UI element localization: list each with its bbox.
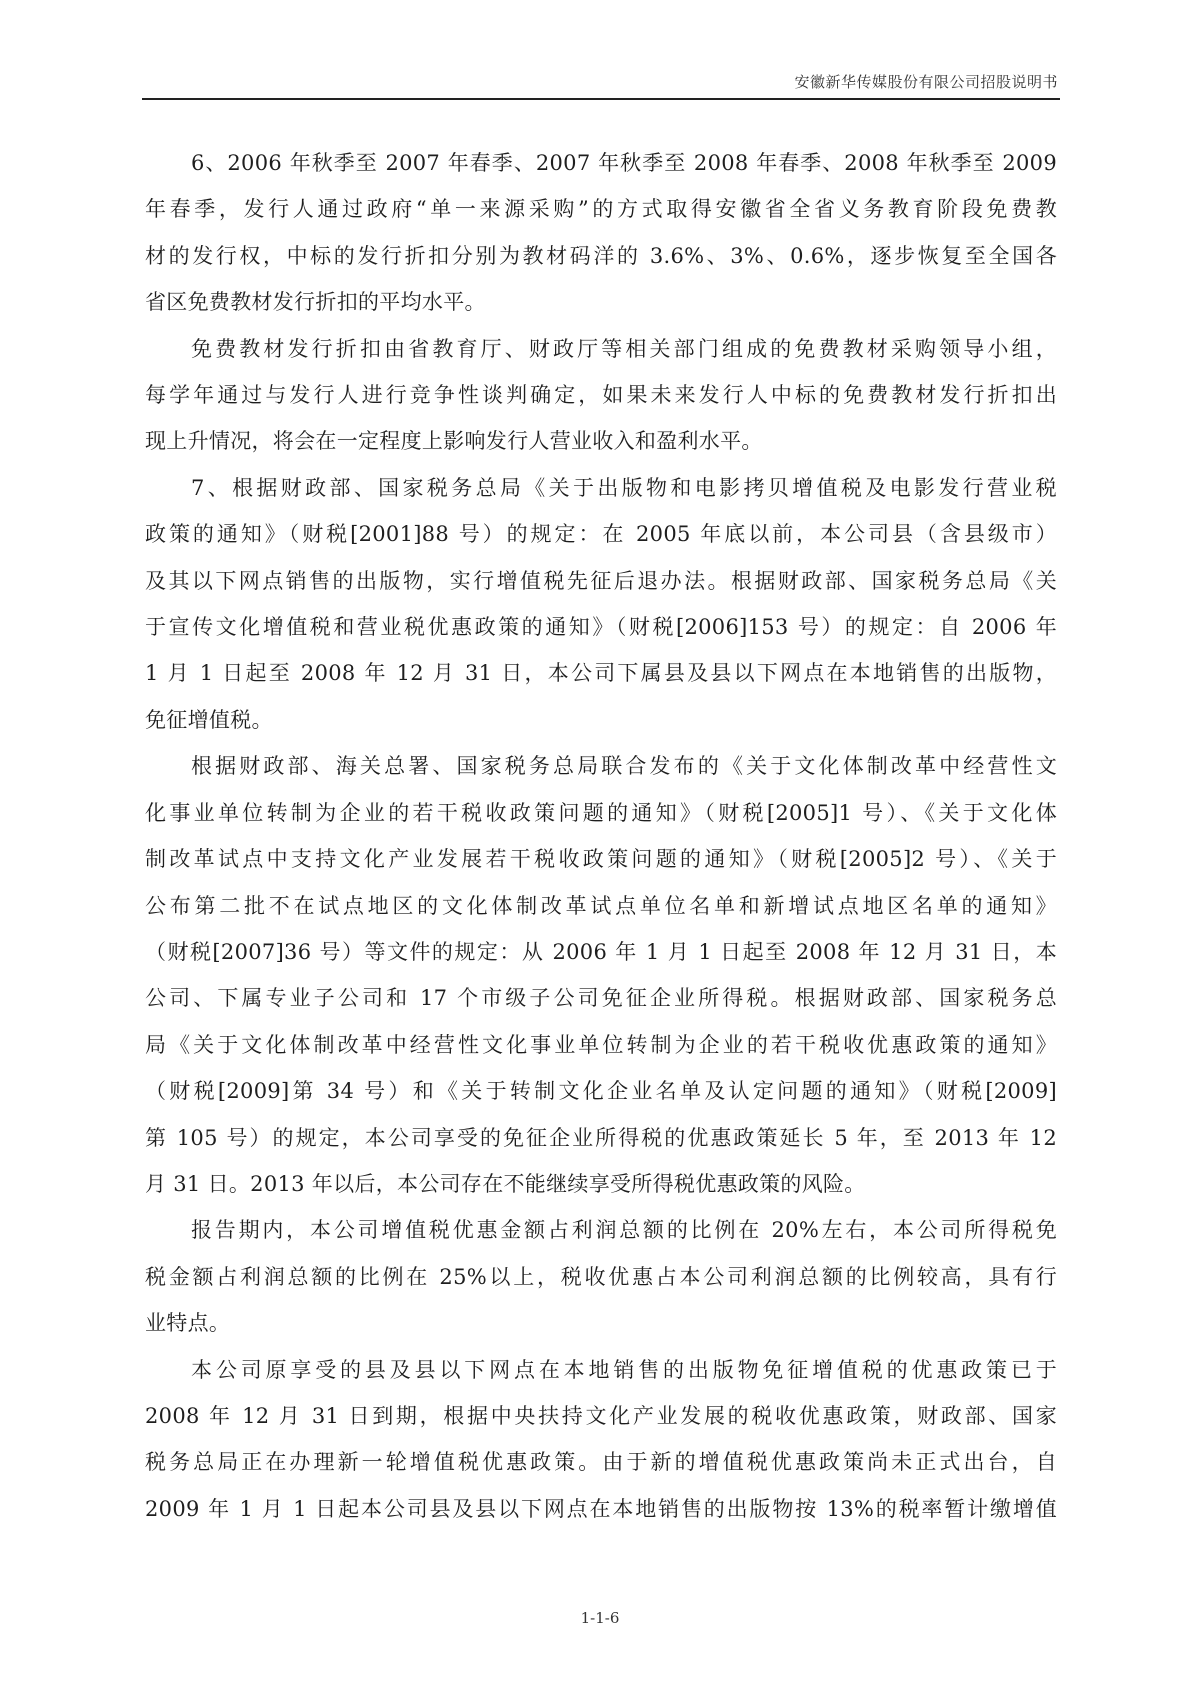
paragraph-income-tax-policy	[145, 743, 1057, 1207]
text-line: 及其以下网点销售的出版物，实行增值税先征后退办法。根据财政部、国家税务总局《关	[145, 568, 1057, 593]
document-body	[145, 140, 1057, 1532]
paragraph-tax-ratio	[145, 1207, 1057, 1346]
text-line: 化事业单位转制为企业的若干税收政策问题的通知》（财税[2005]1 号）、《关于文化体	[145, 800, 1057, 825]
text-line: 报告期内，本公司增值税优惠金额占利润总额的比例在 20%左右，本公司所得税免	[191, 1218, 1057, 1243]
document-title: 安徽新华传媒股份有限公司招股说明书	[794, 73, 1058, 91]
text-line: 本公司原享受的县及县以下网点在本地销售的出版物免征增值税的优惠政策已于	[191, 1357, 1057, 1382]
text-line: 省区免费教材发行折扣的平均水平。	[145, 290, 486, 315]
paragraph-vat-expiry	[145, 1347, 1057, 1533]
text-line: 每学年通过与发行人进行竞争性谈判确定，如果未来发行人中标的免费教材发行折扣出	[145, 383, 1057, 408]
text-line: 7、根据财政部、国家税务总局《关于出版物和电影拷贝增值税及电影发行营业税	[191, 475, 1057, 500]
text-line: 公司、下属专业子公司和 17 个市级子公司免征企业所得税。根据财政部、国家税务总	[145, 986, 1057, 1011]
page-footer	[0, 1609, 1200, 1627]
text-line: （财税[2009]第 34 号）和《关于转制文化企业名单及认定问题的通知》（财税[2009]	[145, 1079, 1057, 1104]
text-line: 政策的通知》（财税[2001]88 号）的规定：在 2005 年底以前，本公司县（含县级市）	[145, 522, 1057, 547]
text-line: 根据财政部、海关总署、国家税务总局联合发布的《关于文化体制改革中经营性文	[191, 754, 1057, 779]
text-line: 于宣传文化增值税和营业税优惠政策的通知》（财税[2006]153 号）的规定：自 2006 年	[145, 615, 1057, 640]
text-line: 公布第二批不在试点地区的文化体制改革试点单位名单和新增试点地区名单的通知》	[145, 893, 1057, 918]
text-line: 税务总局正在办理新一轮增值税优惠政策。由于新的增值税优惠政策尚未正式出台，自	[145, 1450, 1057, 1475]
text-line: 免费教材发行折扣由省教育厅、财政厅等相关部门组成的免费教材采购领导小组，	[191, 336, 1057, 361]
paragraph-discount-negotiation	[145, 326, 1057, 465]
text-line: 税金额占利润总额的比例在 25%以上，税收优惠占本公司利润总额的比例较高，具有行	[145, 1264, 1057, 1289]
text-line: 第 105 号）的规定，本公司享受的免征企业所得税的优惠政策延长 5 年，至 2013 年 12	[145, 1125, 1057, 1150]
paragraph-discount	[145, 140, 1057, 326]
text-line: 材的发行权，中标的发行折扣分别为教材码洋的 3.6%、3%、0.6%，逐步恢复至全国各	[145, 243, 1057, 268]
text-line: 1 月 1 日起至 2008 年 12 月 31 日，本公司下属县及县以下网点在本地销售的出版物，	[145, 661, 1057, 686]
text-line: 业特点。	[145, 1311, 231, 1336]
text-line: 6、2006 年秋季至 2007 年春季、2007 年秋季至 2008 年春季、2008 年秋季至 2009	[191, 151, 1057, 175]
text-line: 2009 年 1 月 1 日起本公司县及县以下网点在本地销售的出版物按 13%的税率暂计缴增值	[145, 1496, 1057, 1521]
text-line: 免征增值税。	[145, 707, 273, 732]
text-line: （财税[2007]36 号）等文件的规定：从 2006 年 1 月 1 日起至 2008 年 12 月 31 日，本	[145, 939, 1057, 964]
text-line: 2008 年 12 月 31 日到期，根据中央扶持文化产业发展的税收优惠政策，财政部、国家	[145, 1403, 1057, 1428]
text-line: 局《关于文化体制改革中经营性文化事业单位转制为企业的若干税收优惠政策的通知》	[145, 1032, 1057, 1057]
text-line: 现上升情况，将会在一定程度上影响发行人营业收入和盈利水平。	[145, 429, 763, 454]
paragraph-vat-policy	[145, 465, 1057, 743]
text-line: 制改革试点中支持文化产业发展若干税收政策问题的通知》（财税[2005]2 号）、《关于	[145, 847, 1057, 872]
page-header	[142, 66, 1060, 100]
page-number: 1-1-6	[580, 1609, 620, 1627]
text-line: 月 31 日。2013 年以后，本公司存在不能继续享受所得税优惠政策的风险。	[145, 1171, 866, 1196]
text-line: 年春季，发行人通过政府“单一来源采购”的方式取得安徽省全省义务教育阶段免费教	[145, 197, 1057, 222]
